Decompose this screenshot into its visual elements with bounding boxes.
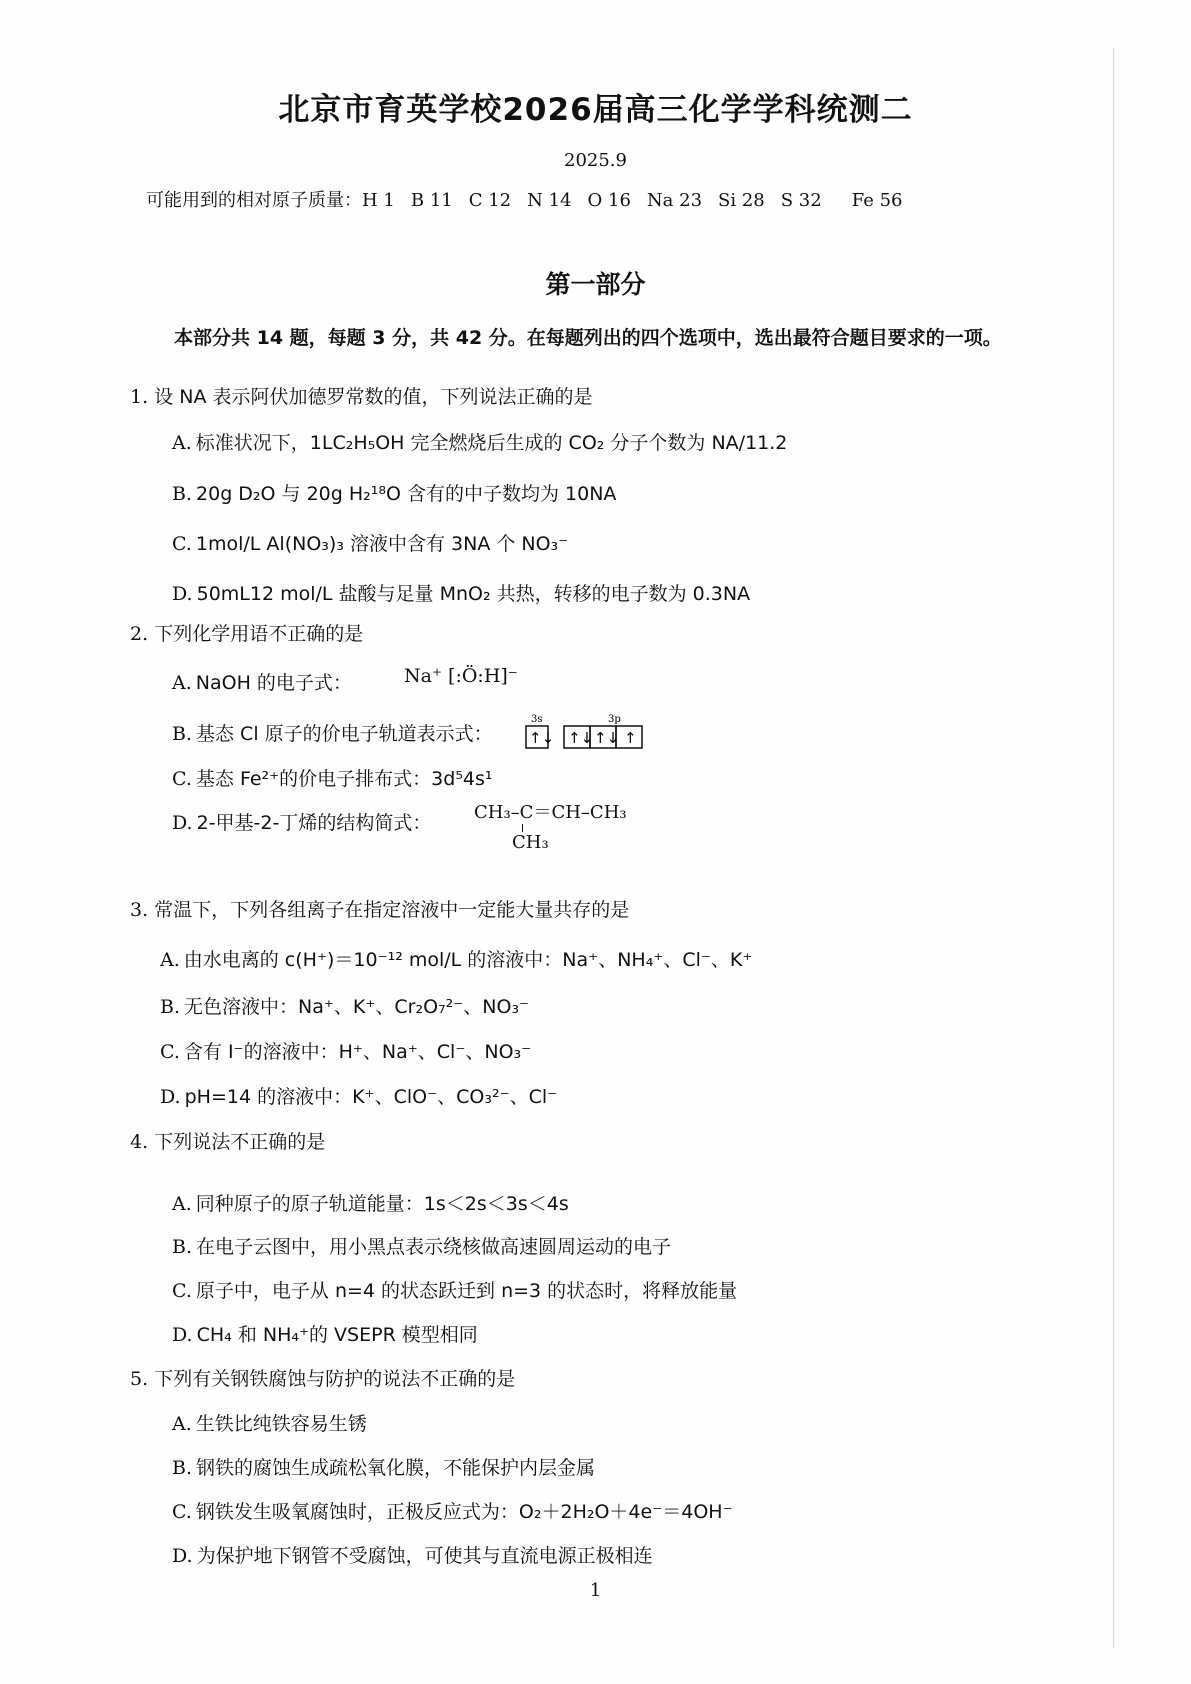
exam-date: 2025.9 — [564, 150, 627, 171]
option-key: C. — [172, 1280, 192, 1302]
question-3-option-b — [160, 992, 529, 1019]
option-key: A. — [172, 432, 192, 454]
naoh-electron-formula — [404, 665, 518, 687]
question-3-stem — [130, 895, 629, 922]
option-key: A. — [172, 1193, 192, 1215]
part-instructions: 本部分共 14 题，每题 3 分，共 42 分。在每题列出的四个选项中，选出最符合题目要求的一项。 — [174, 327, 1002, 349]
option-text: 基态 Fe²⁺的价电子排布式：3d⁵4s¹ — [195, 768, 493, 790]
option-text: 原子中，电子从 n=4 的状态跃迁到 n=3 的状态时，将释放能量 — [195, 1280, 738, 1302]
atomic-mass-h: H 1 — [362, 190, 395, 211]
structure-branch: CH₃ — [512, 832, 549, 853]
question-4-option-b — [172, 1232, 671, 1259]
page-number: 1 — [589, 1580, 602, 1601]
option-key: C. — [172, 1501, 192, 1523]
question-3-option-c — [160, 1037, 531, 1064]
option-text: 1mol/L Al(NO₃)₃ 溶液中含有 3NA 个 NO₃⁻ — [195, 533, 569, 555]
question-5-option-d — [172, 1541, 653, 1568]
option-text: 20g D₂O 与 20g H₂¹⁸O 含有的中子数均为 10NA — [196, 483, 617, 505]
option-text: 无色溶液中：Na⁺、K⁺、Cr₂O₇²⁻、NO₃⁻ — [184, 996, 530, 1018]
arrows-3p-2: ↑↓ — [594, 729, 620, 747]
option-key: A. — [172, 672, 192, 694]
question-1-option-b — [172, 479, 616, 506]
question-1-stem — [130, 382, 592, 409]
question-text: 常温下，下列各组离子在指定溶液中一定能大量共存的是 — [154, 899, 630, 921]
option-key: D. — [172, 583, 193, 605]
orbital-label-3p: 3p — [608, 714, 621, 725]
atomic-mass-si: Si 28 — [718, 190, 765, 211]
atomic-mass-b: B 11 — [410, 190, 453, 211]
option-text: 同种原子的原子轨道能量：1s＜2s＜3s＜4s — [195, 1193, 569, 1215]
question-4-option-d — [172, 1320, 478, 1347]
question-5-option-a — [172, 1409, 367, 1436]
question-1-option-c — [172, 529, 568, 556]
option-key: D. — [172, 1324, 193, 1346]
atomic-mass-s: S 32 — [780, 190, 822, 211]
option-key: B. — [172, 1457, 193, 1479]
option-key: C. — [172, 768, 192, 790]
option-text: CH₄ 和 NH₄⁺的 VSEPR 模型相同 — [196, 1324, 478, 1346]
option-text: 50mL12 mol/L 盐酸与足量 MnO₂ 共热，转移的电子数为 0.3NA — [196, 583, 751, 605]
structural-formula — [474, 798, 627, 853]
atomic-mass-n: N 14 — [527, 190, 572, 211]
question-1-option-a — [172, 428, 787, 455]
option-key: C. — [160, 1041, 180, 1063]
option-text: 钢铁发生吸氧腐蚀时，正极反应式为：O₂＋2H₂O＋4e⁻＝4OH⁻ — [195, 1501, 733, 1523]
orbital-label-3s: 3s — [531, 714, 543, 725]
option-key: D. — [172, 1545, 193, 1567]
question-4-option-a — [172, 1189, 569, 1216]
structure-branch-bond — [522, 824, 523, 832]
option-text: 含有 I⁻的溶液中：H⁺、Na⁺、Cl⁻、NO₃⁻ — [183, 1041, 532, 1063]
option-text: 由水电离的 c(H⁺)＝10⁻¹² mol/L 的溶液中：Na⁺、NH₄⁺、Cl⁻、K⁺ — [183, 949, 753, 971]
option-text: 2-甲基-2-丁烯的结构简式： — [196, 812, 432, 834]
option-text: 钢铁的腐蚀生成疏松氧化膜，不能保护内层金属 — [196, 1457, 596, 1479]
arrows-3s: ↑↓ — [529, 729, 555, 747]
question-2-option-b — [172, 719, 493, 746]
question-text: 下列有关钢铁腐蚀与防护的说法不正确的是 — [154, 1368, 516, 1390]
option-key: B. — [172, 723, 193, 745]
question-number: 1. — [130, 386, 149, 408]
question-3-option-a — [160, 945, 752, 972]
question-2-option-d — [172, 808, 431, 835]
question-2-option-c — [172, 764, 493, 791]
atomic-mass-o: O 16 — [587, 190, 631, 211]
exam-title: 北京市育英学校2026届高三化学学科统测二 — [278, 92, 913, 128]
arrows-3p-3: ↑ — [624, 729, 637, 747]
option-text: 基态 Cl 原子的价电子轨道表示式： — [196, 723, 493, 745]
question-text: 下列化学用语不正确的是 — [154, 623, 364, 645]
atomic-masses-line — [146, 186, 903, 212]
question-3-option-d — [160, 1082, 557, 1109]
lewis-anion: [:Ö:H]⁻ — [448, 665, 518, 687]
option-key: B. — [172, 1236, 193, 1258]
question-number: 5. — [130, 1368, 149, 1390]
option-text: pH=14 的溶液中：K⁺、ClO⁻、CO₃²⁻、Cl⁻ — [184, 1086, 558, 1108]
option-text: NaOH 的电子式： — [195, 672, 352, 694]
option-key: A. — [160, 949, 180, 971]
option-text: 生铁比纯铁容易生锈 — [195, 1413, 367, 1435]
question-number: 4. — [130, 1131, 149, 1153]
question-4-stem — [130, 1127, 325, 1154]
atomic-mass-na: Na 23 — [646, 190, 703, 211]
question-4-option-c — [172, 1276, 737, 1303]
atomic-mass-fe: Fe 56 — [851, 190, 903, 211]
part-title: 第一部分 — [545, 270, 646, 299]
option-key: C. — [172, 533, 192, 555]
question-number: 3. — [130, 899, 149, 921]
atomic-masses-label: 可能用到的相对原子质量： — [146, 190, 362, 211]
question-2-stem — [130, 619, 363, 646]
option-text: 为保护地下钢管不受腐蚀，可使其与直流电源正极相连 — [196, 1545, 653, 1567]
arrows-3p-1: ↑↓ — [568, 729, 594, 747]
option-key: A. — [172, 1413, 192, 1435]
option-key: B. — [160, 996, 181, 1018]
question-5-stem — [130, 1364, 515, 1391]
question-1-option-d — [172, 579, 750, 606]
question-5-option-c — [172, 1497, 733, 1524]
option-key: D. — [160, 1086, 181, 1108]
question-text: 下列说法不正确的是 — [154, 1131, 326, 1153]
lewis-cation: Na⁺ — [404, 665, 442, 687]
orbital-diagram — [524, 712, 664, 752]
question-number: 2. — [130, 623, 149, 645]
question-5-option-b — [172, 1453, 595, 1480]
option-key: D. — [172, 812, 193, 834]
question-text: 设 NA 表示阿伏加德罗常数的值，下列说法正确的是 — [154, 386, 593, 408]
option-text: 标准状况下，1LC₂H₅OH 完全燃烧后生成的 CO₂ 分子个数为 NA/11.2 — [195, 432, 788, 454]
option-key: B. — [172, 483, 193, 505]
option-text: 在电子云图中，用小黑点表示绕核做高速圆周运动的电子 — [196, 1236, 672, 1258]
structure-main-chain: CH₃–C＝CH–CH₃ — [474, 802, 627, 823]
question-2-option-a — [172, 668, 352, 695]
atomic-mass-c: C 12 — [468, 190, 512, 211]
